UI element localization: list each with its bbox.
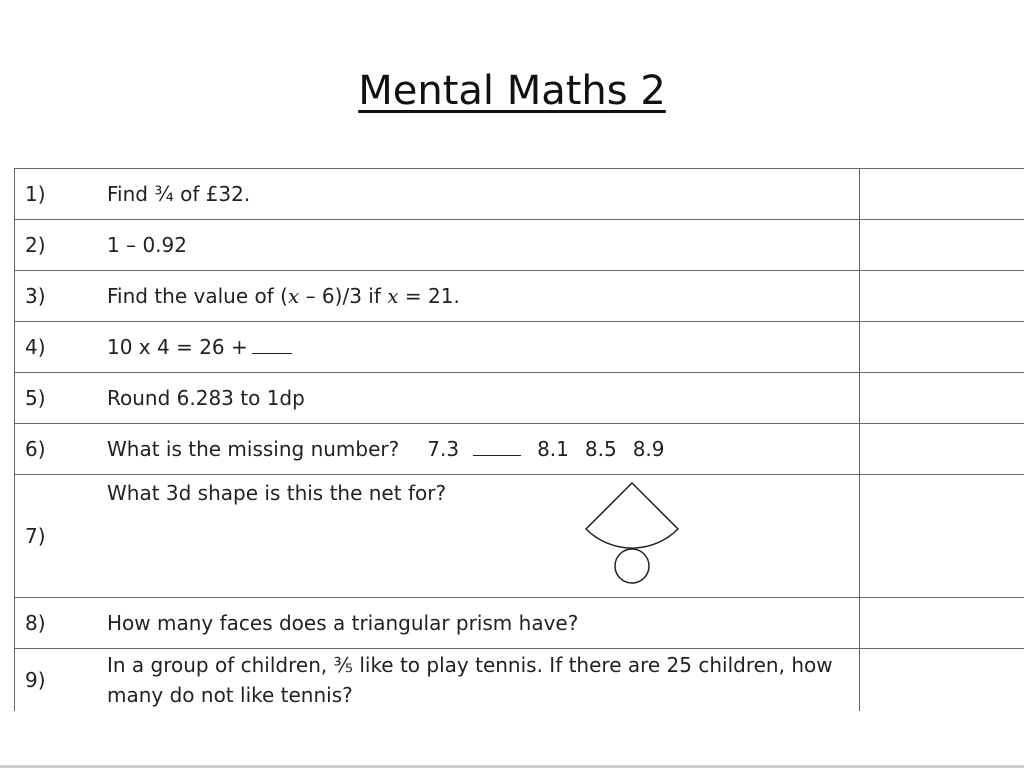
sector-shape [586,483,678,548]
question-number: 8) [15,598,98,649]
question-text: What 3d shape is this the net for? [97,475,860,598]
answer-cell[interactable] [860,271,1024,322]
answer-cell[interactable] [860,169,1024,220]
question-number: 9) [15,649,98,711]
question-number: 4) [15,322,98,373]
table-row [15,598,1024,649]
answer-cell[interactable] [860,649,1024,711]
page-title: Mental Maths 2 [358,68,666,114]
table-row [15,322,1024,373]
circle-base [615,549,649,583]
table-row [15,373,1024,424]
questions-table [14,168,1024,711]
question-number: 1) [15,169,98,220]
question-text: Round 6.283 to 1dp [97,373,860,424]
table-row [15,424,1024,475]
table-row [15,271,1024,322]
question-text: Find ¾ of £32. [97,169,860,220]
sequence-term: 8.9 [632,437,665,461]
answer-cell[interactable] [860,475,1024,598]
answer-cell[interactable] [860,598,1024,649]
answer-cell[interactable] [860,220,1024,271]
variable-x: x [287,284,300,308]
question-number: 2) [15,220,98,271]
variable-x: x [387,284,399,308]
question-text: 1 – 0.92 [97,220,860,271]
question-number: 6) [15,424,98,475]
question-number: 5) [15,373,98,424]
sequence-term: 7.3 [427,437,460,461]
question-text: Find the value of (x – 6)/3 if x = 21. [97,271,860,322]
answer-cell[interactable] [860,424,1024,475]
sequence-term: 8.5 [584,437,617,461]
answer-cell[interactable] [860,373,1024,424]
sequence-term: 8.1 [537,437,569,461]
table-row [15,649,1024,711]
table-row [15,169,1024,220]
table-row [15,475,1024,598]
answer-blank [252,353,292,354]
question-text: How many faces does a triangular prism have? [97,598,860,649]
missing-number-blank [473,455,521,456]
cone-net-diagram [573,479,693,591]
question-number: 3) [15,271,98,322]
question-text: 10 x 4 = 26 + [97,322,860,373]
answer-cell[interactable] [860,322,1024,373]
table-row [15,220,1024,271]
question-text: In a group of children, ⅗ like to play tennis. If there are 25 children, how many do not like tennis? [97,649,860,711]
question-number: 7) [15,475,98,598]
question-text: What is the missing number? 7.3 8.1 8.5 8.9 [97,424,860,475]
